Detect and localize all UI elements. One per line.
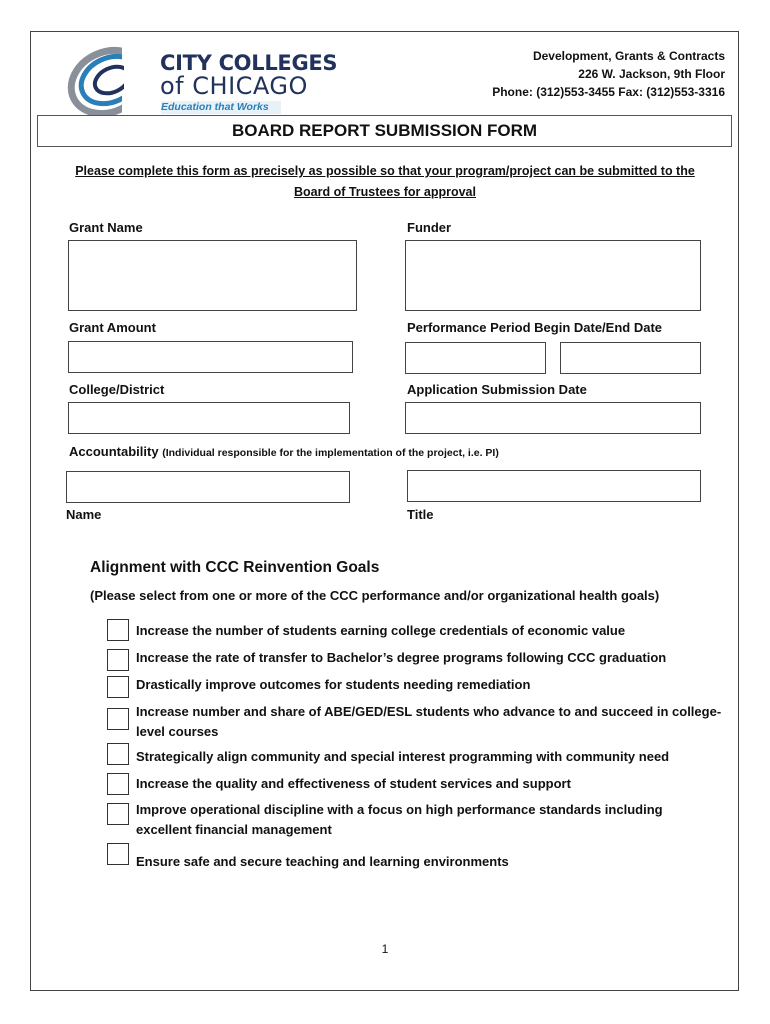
funder-field[interactable] [405,240,701,311]
goals-heading: Alignment with CCC Reinvention Goals [90,559,380,576]
accountability-name-field[interactable] [66,471,350,503]
city-colleges-logo [64,44,338,116]
name-label: Name [66,507,102,522]
contact-department: Development, Grants & Contracts [532,49,725,63]
contact-block [492,47,725,101]
contact-address: 226 W. Jackson, 9th Floor [578,67,725,81]
instructions-line-1: Please complete this form as precisely as possible so that your program/project can be submitted to the [75,164,695,178]
performance-begin-date-field[interactable] [405,342,546,374]
goal-text-safety: Ensure safe and secure teaching and learning environments [136,854,509,869]
accountability-label: Accountability [69,444,159,459]
accountability-title-field[interactable] [407,470,701,502]
application-date-label: Application Submission Date [407,382,587,397]
goal-text-community: Strategically align community and special interest programming with community need [136,749,670,764]
page-number: 1 [381,942,389,956]
form-title: BOARD REPORT SUBMISSION FORM [37,115,732,147]
logo-wordmark-line1: CITY COLLEGES [160,51,338,75]
logo-swoosh-icon [64,44,160,116]
goal-text-abe-ged-esl: Increase number and share of ABE/GED/ESL students who advance to and succeed in college-level courses [136,704,722,739]
goal-checkbox-community[interactable] [107,743,129,765]
instructions-line-2: Board of Trustees for approval [294,185,476,199]
contact-phone-fax: Phone: (312)553-3455 Fax: (312)553-3316 [492,85,725,99]
form-instructions [56,161,714,203]
goals-subheading: (Please select from one or more of the CCC performance and/or organizational health goals) [90,588,660,603]
goal-checkbox-student-services[interactable] [107,773,129,795]
logo-wordmark-line2: of CHICAGO [160,72,308,100]
college-district-field[interactable] [68,402,350,434]
grant-amount-field[interactable] [68,341,353,373]
goal-checkbox-abe-ged-esl[interactable] [107,708,129,730]
college-district-label: College/District [69,382,165,397]
goal-text-transfer: Increase the rate of transfer to Bachelor’s degree programs following CCC graduation [136,650,667,665]
goal-text-student-services: Increase the quality and effectiveness of student services and support [136,776,571,791]
goal-checkbox-credentials[interactable] [107,619,129,641]
grant-amount-label: Grant Amount [69,320,156,335]
goal-checkbox-safety[interactable] [107,843,129,865]
grant-name-field[interactable] [68,240,357,311]
goal-text-credentials: Increase the number of students earning college credentials of economic value [136,623,626,638]
goal-checkbox-transfer[interactable] [107,649,129,671]
logo-tagline: Education that Works [161,101,269,113]
grant-name-label: Grant Name [69,220,143,235]
application-date-field[interactable] [405,402,701,434]
goal-checkbox-operational[interactable] [107,803,129,825]
accountability-heading [69,444,499,459]
goal-checkbox-remediation[interactable] [107,676,129,698]
performance-period-label: Performance Period Begin Date/End Date [407,320,663,335]
goal-text-remediation: Drastically improve outcomes for students needing remediation [136,677,531,692]
goal-text-operational: Improve operational discipline with a focus on high performance standards including excellent financial management [136,802,663,837]
accountability-note: (Individual responsible for the implementation of the project, i.e. PI) [162,447,499,459]
title-label: Title [407,507,434,522]
funder-label: Funder [407,220,452,235]
performance-end-date-field[interactable] [560,342,701,374]
